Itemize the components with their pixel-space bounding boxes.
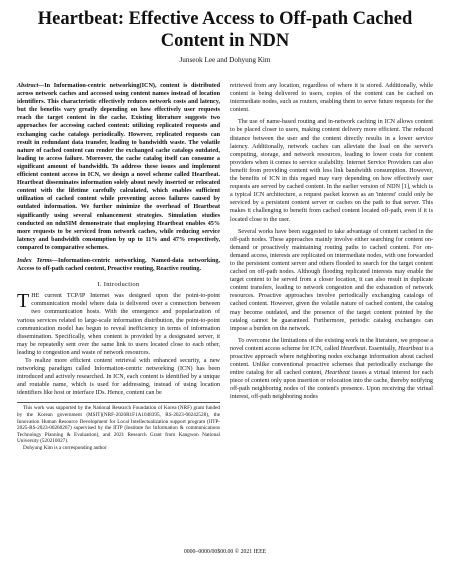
- right-p4-text-d: issues a virtual interest for each piece of content only upon insertion or relocation into the cache, thereby notifying off-path neighboring nodes of the content's presence. Upon receiving the virtual interest, off-path neighboring nodes: [230, 370, 433, 401]
- footnote-corresponding: Dohyung Kim is a corresponding author: [23, 445, 107, 452]
- right-paragraph-3: Several works have been suggested to take advantage of content cached in the off-path nodes. These approaches mainly involve either searching for content on-demand or proactively maintaining routing paths to cached content. For on-demand access, interests are replicated on intermediate nodes, with one forwarded to the persistent content server and others flooded to search for the target content cached on off-path nodes. Although flooding replicated interests may enable the target content to be served from a closer location, it can also result in duplicate content transfers, leading to network congestion and the exhaustion of network resources. Proactive approaches involve periodically exchanging catalogs of cached content. However, given the volatile nature of cached content, the catalog may become outdated, and the presence of the target content pointed by the catalog cannot be guaranteed. Furthermore, periodic catalog exchanges can impose a burden on the network.: [230, 228, 433, 332]
- index-terms-text: —Information-centric networking, Named-data networking, Access to off-path cached content, Proactive routing, Reactive routing.: [17, 257, 220, 273]
- intro-smallcaps: HE: [31, 293, 40, 300]
- section-heading-introduction: I. Introduction: [97, 281, 140, 289]
- heartbeat-term: Heartbeat: [340, 345, 366, 352]
- heartbeat-term: Heartbeat: [324, 370, 350, 377]
- right-column: [230, 82, 433, 402]
- right-paragraph-1: retrieved from any location, regardless of where it is stored. Additionally, while content is being delivered to users, copies of the content can be cached on intermediate nodes, such as routers, enabling them to serve future requests for the content.: [230, 83, 433, 114]
- paper-title: Heartbeat: Effective Access to Off-path Cached Content in NDN: [37, 9, 413, 51]
- right-paragraph-4: [230, 337, 433, 402]
- drop-cap: T: [17, 290, 30, 313]
- intro-paragraph-2: To realize more efficient content retrieval with enhanced security, a new networking paradigm called Information-centric networking (ICN) has been introduced and actively researched. In ICN, each content is identified by a unique and routable name, which is used for addressing, instead of using location identifiers like host or interface IDs. Hence, content can be: [17, 358, 220, 397]
- abstract-label: Abstract: [17, 83, 39, 89]
- right-p4-text-a: To overcome the limitations of the existing work in the literature, we propose a novel content access scheme for ICN, called: [230, 337, 433, 352]
- index-terms: [17, 257, 220, 273]
- abstract-text: —In Information-centric networking(ICN), content is distributed across network caches and accessed using content names instead of location identifiers. This characteristic effectively reduces network costs and latency, but the benefits vary greatly depending on how effectively user requests reach the target content in the cache. Existing literature suggests two approaches for accessing cached content: utilizing replicated requests and exchanging cache catalogs periodically. However, replicated requests can result in redundant data transfer, leading to bandwidth waste. The volatile nature of cached content can render the exchanged cache catalogs outdated, leading to access failure. Moreover, the cache catalog itself can consume a significant amount of bandwidth. To address these issues and implement efficient content access in ICN, we design a novel scheme called Heartbeat. Heartbeat disseminates information solely about newly inserted or relocated content with the lifetime carefully calculated, which enables sufficient utilization of cached content while preventing access failures caused by outdated information. We further minimize the overhead of Heartbeat significantly using several enhancement strategies. Simulation studies conducted on ndnSIM demonstrate that employing Heartbeat enables 45% more requests to be serviced from network caches, while reducing service latency and bandwidth consumption by up to 11% and 47% respectively, compared to comparative schemes.: [17, 83, 220, 251]
- right-p4-text-c: is a proactive approach where neighboring nodes exchange information about cached content. Unlike conventional proactive schemes that periodically exchange the entire catalog for all cached content,: [230, 345, 433, 377]
- left-column: [17, 82, 220, 452]
- copyright-line: 0000–0000/00$00.00 © 2021 IEEE: [183, 549, 267, 555]
- index-terms-label: Index Terms: [17, 257, 52, 264]
- intro-paragraph-1: [17, 292, 220, 357]
- abstract: [17, 82, 220, 252]
- right-p4-text-b: . Essentially,: [365, 345, 399, 352]
- paper-authors: Junseok Lee and Dohyung Kim: [179, 56, 271, 64]
- right-paragraph-2: The use of name-based routing and in-network caching in ICN allows content to be placed closer to users, making content delivery more efficient. The reduced distance between the user and the content directly results in a lower service latency. Additionally, network caches can alleviate the load on the server's computing, storage, and network resources, leading to lower costs for content providers when it comes to service scalability. Internet Service Providers can also benefit from providing content with less link bandwidth consumption. However, the benefits of ICN in this regard may vary depending on how effectively user requests are served by cached content. In the earlier version of NDN [1], which is a typical ICN architecture, a request packet known as an 'interest' could only be serviced by a persistent content server or caches on the path to that server. This makes it challenging to benefit from cached content located off-path, even if it is located close to the user.: [230, 119, 433, 223]
- intro-paragraph-1-text: current TCP/IP Internet was designed upon the point-to-point communication model where data is delivered over a connection between two communication hosts. With the emergence and popularization of various services related to large-scale information distribution, the point-to-point communication model has begun to reveal inefficiency in terms of information dissemination. Specifically, when content is provided by a designated server, it may be repeatedly sent over the same link to users located close to each other, leading to congestion and waste of network resources.: [17, 293, 220, 356]
- heartbeat-term: Heartbeat: [398, 345, 424, 352]
- footnote: [17, 402, 220, 451]
- footnote-funding: This work was supported by the National Research Foundation of Korea (NRF) grant funded by the Korean government (MSIT)(NRF-2020R1F1A1048395, RS-2023-00242528), the Innovation Human Resource Development for Local Intellectualization support program (IITP-2025-RS-2023-00260267) supervised by the IITP (Institute for Information & communications Technology Planning & Evaluation), and 2021 Research Grant from Kangwon National University (520210027).: [17, 405, 220, 445]
